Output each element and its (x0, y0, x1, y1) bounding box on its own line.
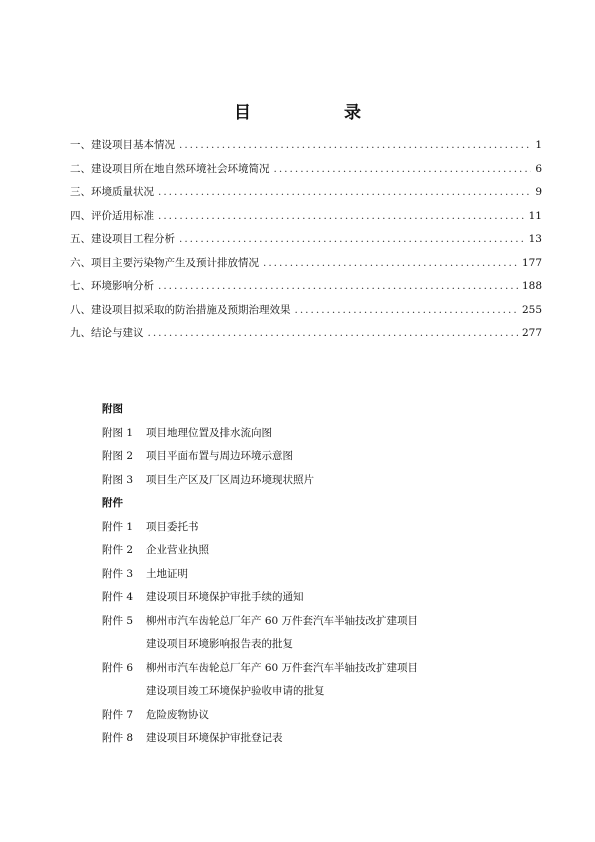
attachment-key: 附件 3 (102, 567, 134, 580)
toc-label: 七、环境影响分析 (70, 280, 154, 292)
toc-entry[interactable] (70, 228, 542, 252)
toc-page: 13 (528, 233, 542, 245)
figure-key: 附图 2 (102, 450, 134, 462)
toc-page: 9 (535, 186, 542, 198)
toc-entry[interactable] (70, 181, 542, 205)
attachment-item (102, 610, 542, 657)
toc-label: 四、评价适用标准 (70, 209, 154, 222)
attachment-item (102, 657, 542, 704)
toc-label: 二、建设项目所在地自然环境社会环境简况 (70, 162, 270, 175)
toc-entry[interactable] (70, 252, 542, 276)
attachment-item (102, 539, 542, 563)
attachment-line: 柳州市汽车齿轮总厂年产 60 万件套汽车半轴技改扩建项目 (146, 614, 419, 627)
toc-label: 九、结论与建议 (70, 327, 144, 339)
figure-item (102, 445, 542, 469)
attachment-item (102, 563, 542, 587)
attachment-key: 附件 4 (102, 591, 134, 603)
toc-entry[interactable] (70, 275, 542, 299)
toc-entry[interactable] (70, 158, 542, 182)
toc-label: 六、项目主要污染物产生及预计排放情况 (70, 256, 259, 269)
attachment-line: 建设项目环境影响报告表的批复 (146, 638, 293, 650)
figure-text: 项目平面布置与周边环境示意图 (146, 450, 293, 462)
toc-label: 五、建设项目工程分析 (70, 233, 175, 245)
figure-item (102, 469, 542, 493)
figures-heading: 附图 (102, 403, 123, 415)
attachment-key: 附件 8 (102, 732, 134, 744)
appendix-list (102, 398, 542, 751)
toc-page: 1 (535, 139, 542, 151)
attachment-key: 附件 7 (102, 708, 134, 721)
toc-leader (148, 322, 518, 346)
attachment-text: 建设项目环境保护审批登记表 (146, 732, 283, 744)
attachment-key: 附件 5 (102, 614, 134, 627)
page-title: 目 录 (234, 103, 399, 123)
toc-leader (274, 158, 532, 182)
toc-page: 277 (521, 327, 542, 339)
attachment-key: 附件 1 (102, 520, 134, 533)
toc-leader (158, 181, 531, 205)
toc-leader (179, 228, 525, 252)
toc-page: 6 (535, 162, 542, 175)
toc-leader (158, 275, 518, 299)
attachment-item (102, 586, 542, 610)
attachment-item (102, 516, 542, 540)
attachment-text: 土地证明 (146, 567, 188, 580)
attachment-text: 企业营业执照 (146, 544, 209, 556)
toc-entry[interactable] (70, 322, 542, 346)
attachment-item (102, 704, 542, 728)
attachment-line: 柳州市汽车齿轮总厂年产 60 万件套汽车半轴技改扩建项目 (146, 661, 419, 674)
toc-leader (263, 252, 518, 276)
toc-page: 177 (521, 256, 542, 269)
attachment-text (146, 610, 418, 657)
toc-page: 255 (521, 303, 542, 316)
attachment-text (146, 657, 418, 704)
attachment-text: 项目委托书 (146, 520, 199, 533)
figure-text: 项目地理位置及排水流向图 (146, 426, 272, 439)
figure-text: 项目生产区及厂区周边环境现状照片 (146, 473, 314, 486)
toc-leader (295, 299, 518, 323)
figure-item (102, 422, 542, 446)
toc-entry[interactable] (70, 205, 542, 229)
table-of-contents (70, 134, 542, 346)
toc-label: 一、建设项目基本情况 (70, 139, 175, 151)
toc-leader (179, 134, 531, 158)
figure-key: 附图 3 (102, 473, 134, 486)
toc-leader (158, 205, 525, 229)
toc-page: 11 (528, 209, 542, 222)
attachment-key: 附件 2 (102, 544, 134, 556)
attachment-item (102, 727, 542, 751)
toc-label: 三、环境质量状况 (70, 186, 154, 198)
toc-page: 188 (521, 280, 542, 292)
attachments-heading: 附件 (102, 497, 123, 509)
attachment-key: 附件 6 (102, 661, 134, 674)
attachment-line: 建设项目竣工环境保护验收申请的批复 (146, 685, 325, 697)
toc-entry[interactable] (70, 299, 542, 323)
attachment-text: 危险废物协议 (146, 708, 209, 721)
attachment-text: 建设项目环境保护审批手续的通知 (146, 591, 304, 603)
toc-label: 八、建设项目拟采取的防治措施及预期治理效果 (70, 303, 291, 316)
toc-entry[interactable] (70, 134, 542, 158)
figure-key: 附图 1 (102, 426, 134, 439)
